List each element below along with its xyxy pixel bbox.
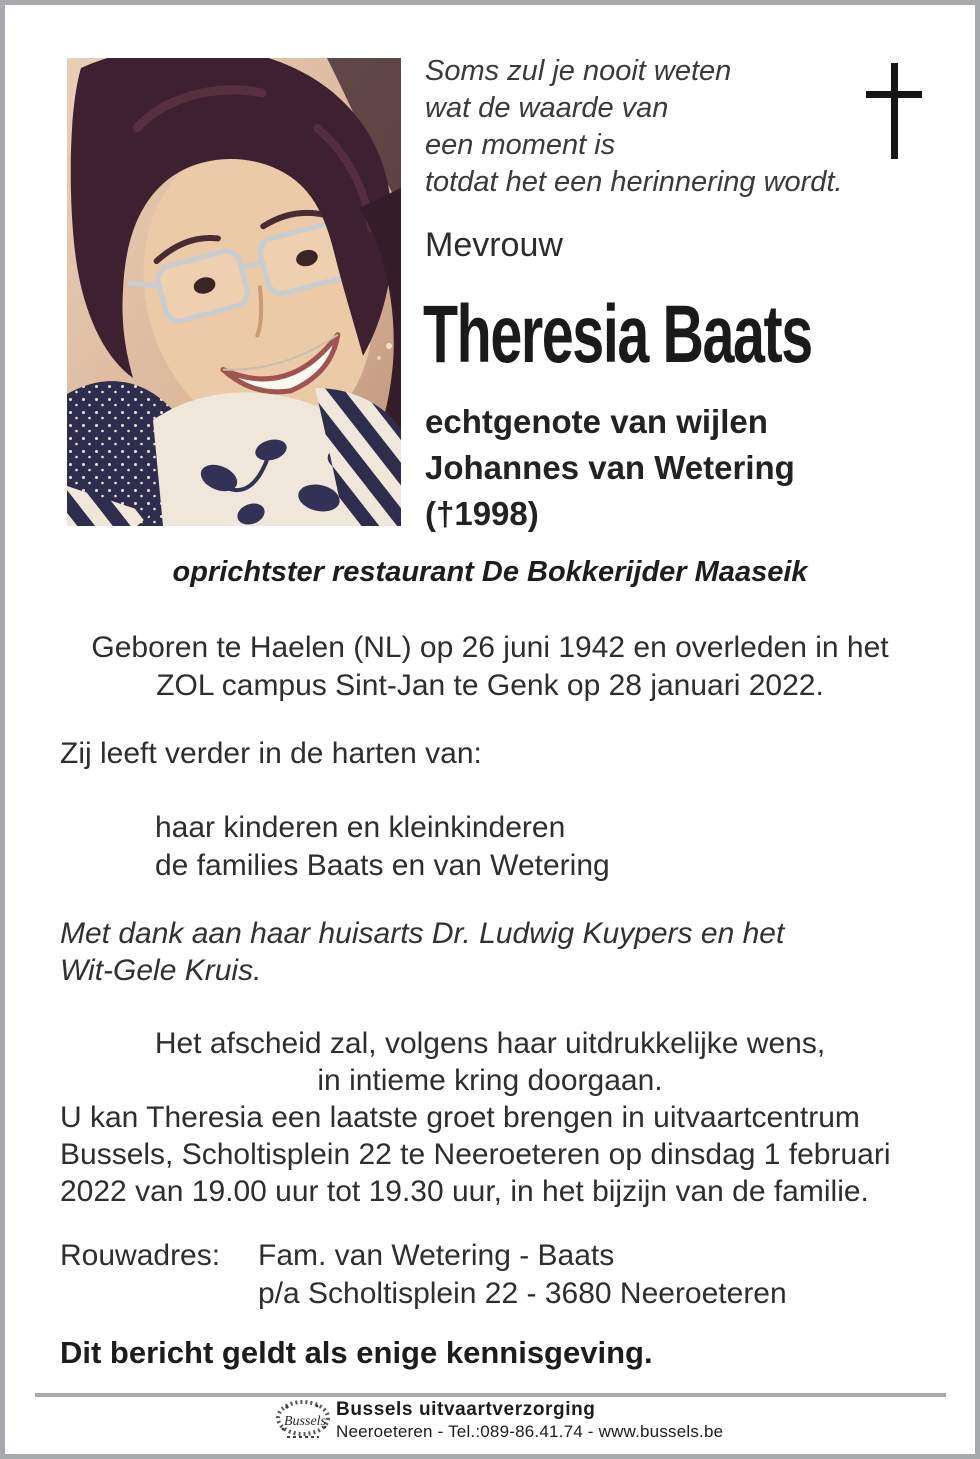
- birth-death-line: ZOL campus Sint-Jan te Genk op 28 januari 2022.: [156, 669, 824, 702]
- mourning-address-label: Rouwadres:: [60, 1239, 221, 1272]
- footer-logo-text: Bussels: [284, 1414, 326, 1429]
- survivors-list: [155, 809, 610, 885]
- thanks-line: Wit-Gele Kruis.: [60, 954, 262, 987]
- visitation-info: [60, 1099, 940, 1210]
- spouse-line: Johannes van Wetering: [425, 449, 795, 486]
- funeral-home-logo-image: [273, 1399, 333, 1441]
- notice-line: Dit bericht geldt als enige kennisgeving.: [60, 1335, 653, 1370]
- birth-death-line: Geboren te Haelen (NL) op 26 juni 1942 en overleden in het: [91, 631, 889, 664]
- funeral-home-logo: [273, 1399, 333, 1441]
- quote-line: een moment is: [425, 129, 616, 161]
- farewell-line: Het afscheid zal, volgens haar uitdrukkelijke wens,: [154, 1027, 826, 1060]
- quote-line: Soms zul je nooit weten: [425, 55, 732, 87]
- thanks-line: Met dank aan haar huisarts Dr. Ludwig Kuypers en het: [60, 917, 785, 950]
- thanks-note: [60, 915, 784, 989]
- portrait-photo: [67, 58, 401, 526]
- survivors-line: haar kinderen en kleinkinderen: [155, 811, 566, 844]
- mourning-address-value: [258, 1237, 787, 1313]
- footer-divider: [35, 1393, 946, 1397]
- memorial-quote: [425, 53, 895, 201]
- footer-contact-details: Neeroeteren - Tel.:089-86.41.74 - www.bussels.be: [336, 1422, 724, 1441]
- spouse-line: (†1998): [425, 495, 539, 532]
- deceased-name: Theresia Baats: [423, 289, 812, 380]
- role-line: oprichtster restaurant De Bokkerijder Maaseik: [172, 556, 808, 588]
- birth-death-info: [5, 629, 975, 705]
- spouse-info: [425, 399, 795, 537]
- visitation-line: 2022 van 19.00 uur tot 19.30 uur, in het bijzijn van de familie.: [60, 1175, 869, 1208]
- mourning-address-line: p/a Scholtisplein 22 - 3680 Neeroeteren: [258, 1277, 787, 1310]
- mourning-address: [60, 1237, 787, 1313]
- footer-text: [336, 1399, 723, 1443]
- farewell-note: [5, 1025, 975, 1099]
- mourning-address-line: Fam. van Wetering - Baats: [258, 1239, 615, 1272]
- farewell-line: in intieme kring doorgaan.: [317, 1064, 663, 1097]
- portrait-photo-image: [67, 58, 401, 526]
- visitation-line: Bussels, Scholtisplein 22 te Neeroeteren op dinsdag 1 februari: [60, 1138, 891, 1171]
- survivors-line: de families Baats en van Wetering: [155, 849, 610, 882]
- quote-line: wat de waarde van: [425, 92, 669, 124]
- visitation-line: U kan Theresia een laatste groet brengen in uitvaartcentrum: [60, 1101, 860, 1134]
- survivors-heading: Zij leeft verder in de harten van:: [60, 737, 482, 770]
- quote-line: totdat het een herinnering wordt.: [425, 166, 843, 198]
- spouse-line: echtgenote van wijlen: [425, 403, 768, 440]
- salutation: Mevrouw: [425, 226, 563, 264]
- footer-company-name: Bussels uitvaartverzorging: [336, 1399, 596, 1420]
